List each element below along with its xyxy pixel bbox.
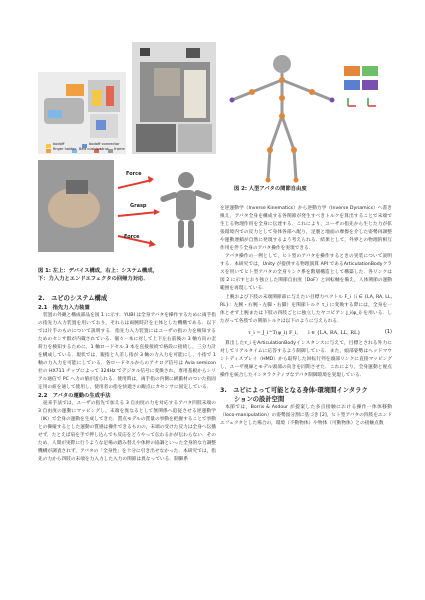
legend-text-belt: Belt cushion	[79, 147, 102, 151]
axis-glyphs	[348, 98, 376, 106]
legend-swatch-frame	[108, 149, 113, 153]
figure-1	[36, 40, 216, 258]
legend-text-strut: strut	[100, 147, 109, 151]
legend-swatch-bodoff	[46, 144, 51, 148]
force-arrowhead-top	[148, 176, 154, 183]
force-arrow-top	[118, 180, 152, 188]
avatar-head	[178, 172, 194, 188]
section-2-heading: 2. ユビのシステム構成	[38, 294, 108, 302]
legend-block-2	[362, 66, 378, 76]
strut-part	[106, 86, 114, 106]
avatar-dof-illustration	[222, 46, 392, 186]
force-label-top: Force	[126, 171, 142, 177]
avatar-leg-left	[178, 220, 184, 248]
grasp-label: Grasp	[130, 203, 147, 209]
equation-number: (1)	[384, 328, 392, 335]
hand-device-photo	[136, 124, 176, 152]
legend-text-bodoff: bodoff	[53, 142, 65, 146]
left-column	[38, 268, 216, 464]
connector-part	[96, 120, 106, 130]
force-arrowhead-bottom	[149, 240, 156, 247]
figure-2-caption: 図 2: 人型アバタの関節自由度	[234, 186, 307, 192]
bodoff-part	[92, 90, 102, 106]
hand-device-photo-2	[178, 124, 212, 152]
right-para-2: アバタ操作の一例として，ヒト型のアバタを操作するときの実装について説明する．本研究では，Unity が提供する物理演算 API であるArticulationBodyクラスを用いてヒト型アバタの全身リンク系を階層構造として構築した．各リンクは図 2 に示すとおり独立した関節自由度（DoF）と回転軸を備え，人体関節の運動範囲を再現している．	[220, 254, 392, 292]
monitor-icon	[186, 48, 200, 58]
avatar-arm-right	[194, 189, 213, 201]
avatar-arm-left	[160, 191, 179, 203]
force-label-bottom: Force	[124, 234, 140, 240]
subsection-2-2-heading: 2.2 アバタの運動の生成手法	[38, 393, 111, 400]
avatar-leg-right	[188, 220, 194, 248]
legend-block-3	[344, 80, 360, 90]
equation: τ_i = J_i^T(φ_i) F_i, i ∈ {LA, RA, LL, RL}	[248, 329, 361, 336]
device-in-hand	[66, 180, 88, 194]
right-para-1: を逆運動学（Inverse Kinematics）から逆動力学（Inverse Dynamics）へ書き換え，アバタ全身を構成する各関節が発生すべきトルクを算出することで末端で生じる物理作用を全身に伝達する．これにより，ユーザの指先から生じた力が拡張環境内での反力として身体各部へ配り，足裏と地面の摩擦を介した姿勢再調整や運動連鎖が自然に発現するよう考えられる．結果として，外界との物理的相互作用を伴う全身のアバタ操作を実現できる．	[220, 206, 392, 252]
right-para-5: 本節では，Borris & Asdour が提案した多点接触における操作一体体移動（loco-manipulation）の姿勢図分割に基づき [2]，ヒト型アバタの四肢をエンドエフェクタとした場合の，環境（不動物体）や物体（可動物体）との接触点数	[220, 404, 392, 427]
figure-2	[222, 46, 392, 192]
figure-1-caption-line1: 図 1: 左上：デバイス構成，右上：システム構成，	[38, 268, 158, 274]
equation-block	[220, 326, 392, 340]
legend-text-connector: bodoff connector	[89, 142, 120, 146]
avatar-screen	[184, 70, 206, 118]
avatar-dof-head	[273, 55, 291, 73]
legend-text-frame: frame	[114, 147, 125, 151]
user-figure	[154, 68, 180, 96]
grasp-arrow	[118, 212, 158, 216]
section-2-1-body: 装置の外観と構成部品を図 1 に示す．YUBI は全身アバタを操作するために両手指の指先力入力装置を用いており，それらは両腕時計を主体とした機構である．以下では片手のものについて説明する．指先力入力装置にはユーザの指の力を検知するためのセンサ群が内蔵されている．個々一本に対して上下左右前後の 3 軸方向の歪荷力を検知するために，1 軸ロードセル 3 本を直接接続で格段に接続し，三分力計を構成している．現状では，親指と人差し指が 3 軸の力入力を可能にし，小指で 1 軸の力入力を可能にしている．各ロードセルからのアナログ信号は Avia semicon 社の HX711 チップによって 324Hz でデジタル信号に変換され，専用基板からシリアル通信で PC へ力の値が送られる．使用時は，両手指の内側に緩衝材のついた指固定用の紐を通して使用し，使用者の指を快適さの観点にカセンサに固定している．	[38, 312, 216, 391]
finger-holder-part	[66, 84, 84, 96]
avatar-torso	[176, 190, 196, 220]
legend-block-1	[344, 66, 360, 76]
subsection-2-1-heading: 2.1 指先力入力装置	[38, 304, 90, 311]
legend-swatch-finger-holder	[46, 149, 51, 153]
legend-block-4	[362, 80, 378, 90]
right-para-3: 上腕および下肢の末端関節部に与えたい目標力ベクトル F_i（i ∈ {LA, RA, LL, RL}：左腕・右腕・左脚・右脚）を関節トルク τ_i に変換する際には，全身を一体とせず上腕または下肢の四肢ごとに独立したヤコビアン J_i(φ_i) を用いる．したがって各肢での関節トルクは以下のように与えられる．	[220, 294, 392, 324]
section-2-2-body: 従来手法では，ユーザの指先で加える 3 自由度の力を対応するアバタ四肢末端の 3 自由度の運動にマッピングし，末端を異なるとして無関係へ追従させる逆運動学（IK）で全身の運動を生成してきた．質点モデルの質量の挙動を把握することで挙動との操縦するとした運動の質感は操作できるものの，末端の受けた反力は全身へ伝播せず，たとえば肩を手で押し込んでも反応をどうやって伝わるかが伝わらない．そのため，人間が実際に行うような足場の踏み替えや体幹の協調といった全身的な力調整機構が調査されず，アバタの「全身性」を十分に引き出せなかった．本研究では，指先の力から四肢の末端を力入力した入力の関節は異なっている．制御系	[38, 401, 216, 463]
figure-1-caption-line2: 下：力入力とエンドエフェクタの回帰力対応．	[38, 275, 149, 282]
right-column	[220, 205, 392, 428]
section-3-heading-line2: ションの設計空間	[234, 395, 285, 403]
grasp-arrowhead	[154, 209, 160, 215]
legend-text-finger-holder: finger holder	[53, 147, 77, 151]
belt-cushion-part	[48, 110, 62, 118]
right-para-4: 算出したτ_i をArticulationBodyインスタンスに与えて，目標とされる外力に対してリアルタイムに応答するよう制御している．また，頭部姿勢はヘッドマウントディスプレイ（HMD）から取得した回転行列を頭部リンクに直接マッピングし，ユーザ視線とモデル頭部の向きを同期させた．これにより，全身運動と視点操作を統合したインタラクティブなアバタ制御環境を実現している．	[220, 340, 392, 378]
pc-icon	[140, 48, 150, 56]
avatar-skeleton	[232, 74, 332, 180]
section-3-heading-line1: 3. ユビによって可能となる身体-環境間インタラク	[220, 386, 368, 394]
